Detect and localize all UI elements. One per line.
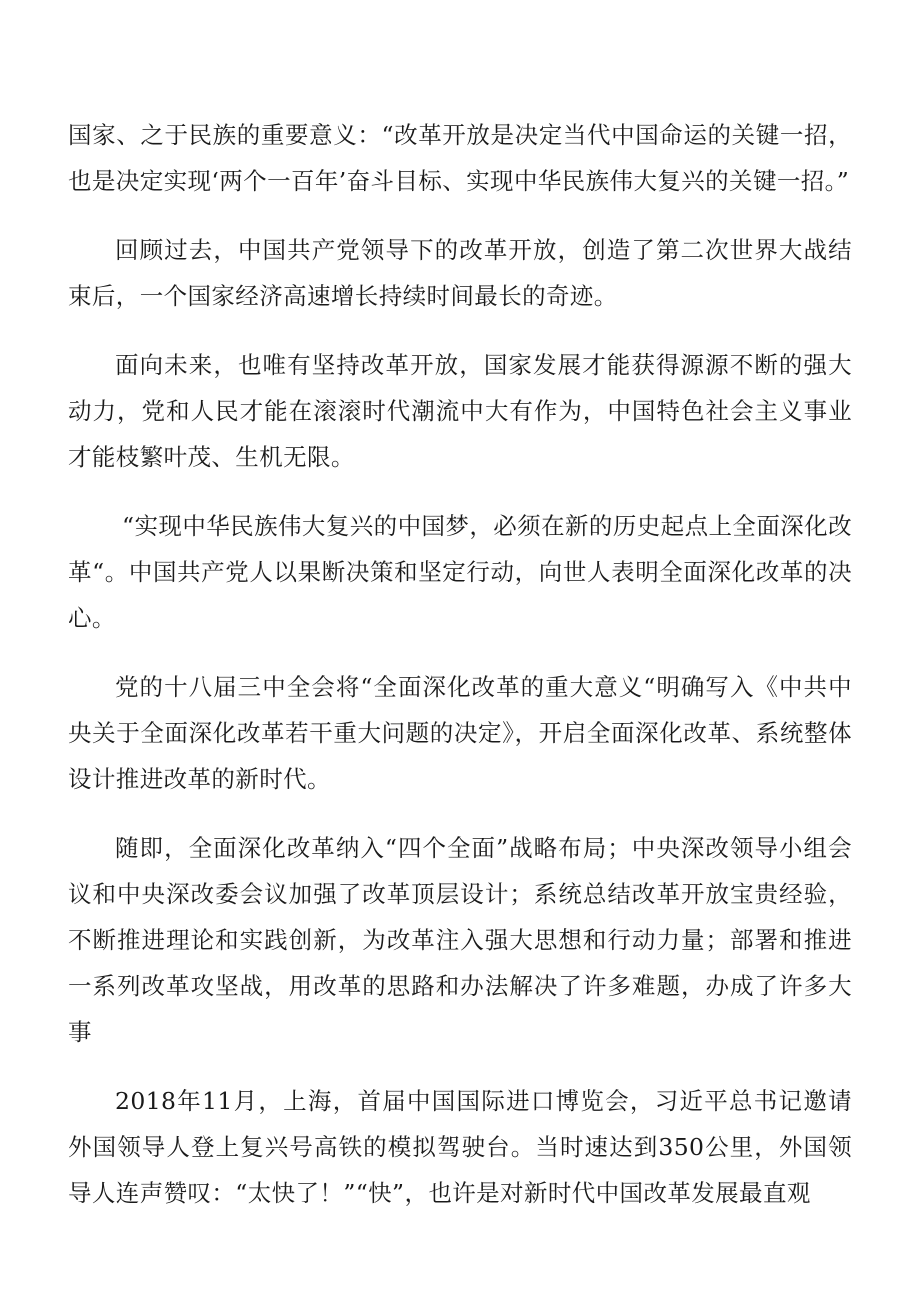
- paragraph-1: 国家、之于民族的重要意义：“改革开放是决定当代中国命运的关键一招，也是决定实现‘两个一百年’奋斗目标、实现中华民族伟大复兴的关键一招。”: [68, 121, 852, 195]
- paragraph-5: 党的十八届三中全会将“全面深化改革的重大意义“明确写入《中共中央关于全面深化改革若干重大问题的决定》，开启全面深化改革、系统整体设计推进改革的新时代。: [68, 673, 852, 793]
- paragraph-3: 面向未来，也唯有坚持改革开放，国家发展才能获得源源不断的强大动力，党和人民才能在滚滚时代潮流中大有作为，中国特色社会主义事业才能枝繁叶茂、生机无限。: [68, 351, 852, 471]
- paragraph-6: 随即，全面深化改革纳入“四个全面”战略布局；中央深改领导小组会议和中央深改委会议加强了改革顶层设计；系统总结改革开放宝贵经验，不断推进理论和实践创新，为改革注入强大思想和行动力量；部署和推进一系列改革攻坚战，用改革的思路和办法解决了许多难题，办成了许多大事: [68, 834, 852, 1046]
- paragraph-2: 回顾过去，中国共产党领导下的改革开放，创造了第二次世界大战结束后，一个国家经济高速增长持续时间最长的奇迹。: [68, 236, 852, 310]
- paragraph-7: 2018年11月，上海，首届中国国际进口博览会，习近平总书记邀请外国领导人登上复兴号高铁的模拟驾驶台。当时速达到350公里，外国领导人连声赞叹：“太快了！”“快”，也许是对新时代中国改革发展最直观: [68, 1087, 852, 1207]
- paragraph-4: “实现中华民族伟大复兴的中国梦，必须在新的历史起点上全面深化改革“。中国共产党人以果断决策和坚定行动，向世人表明全面深化改革的决心。: [68, 512, 852, 632]
